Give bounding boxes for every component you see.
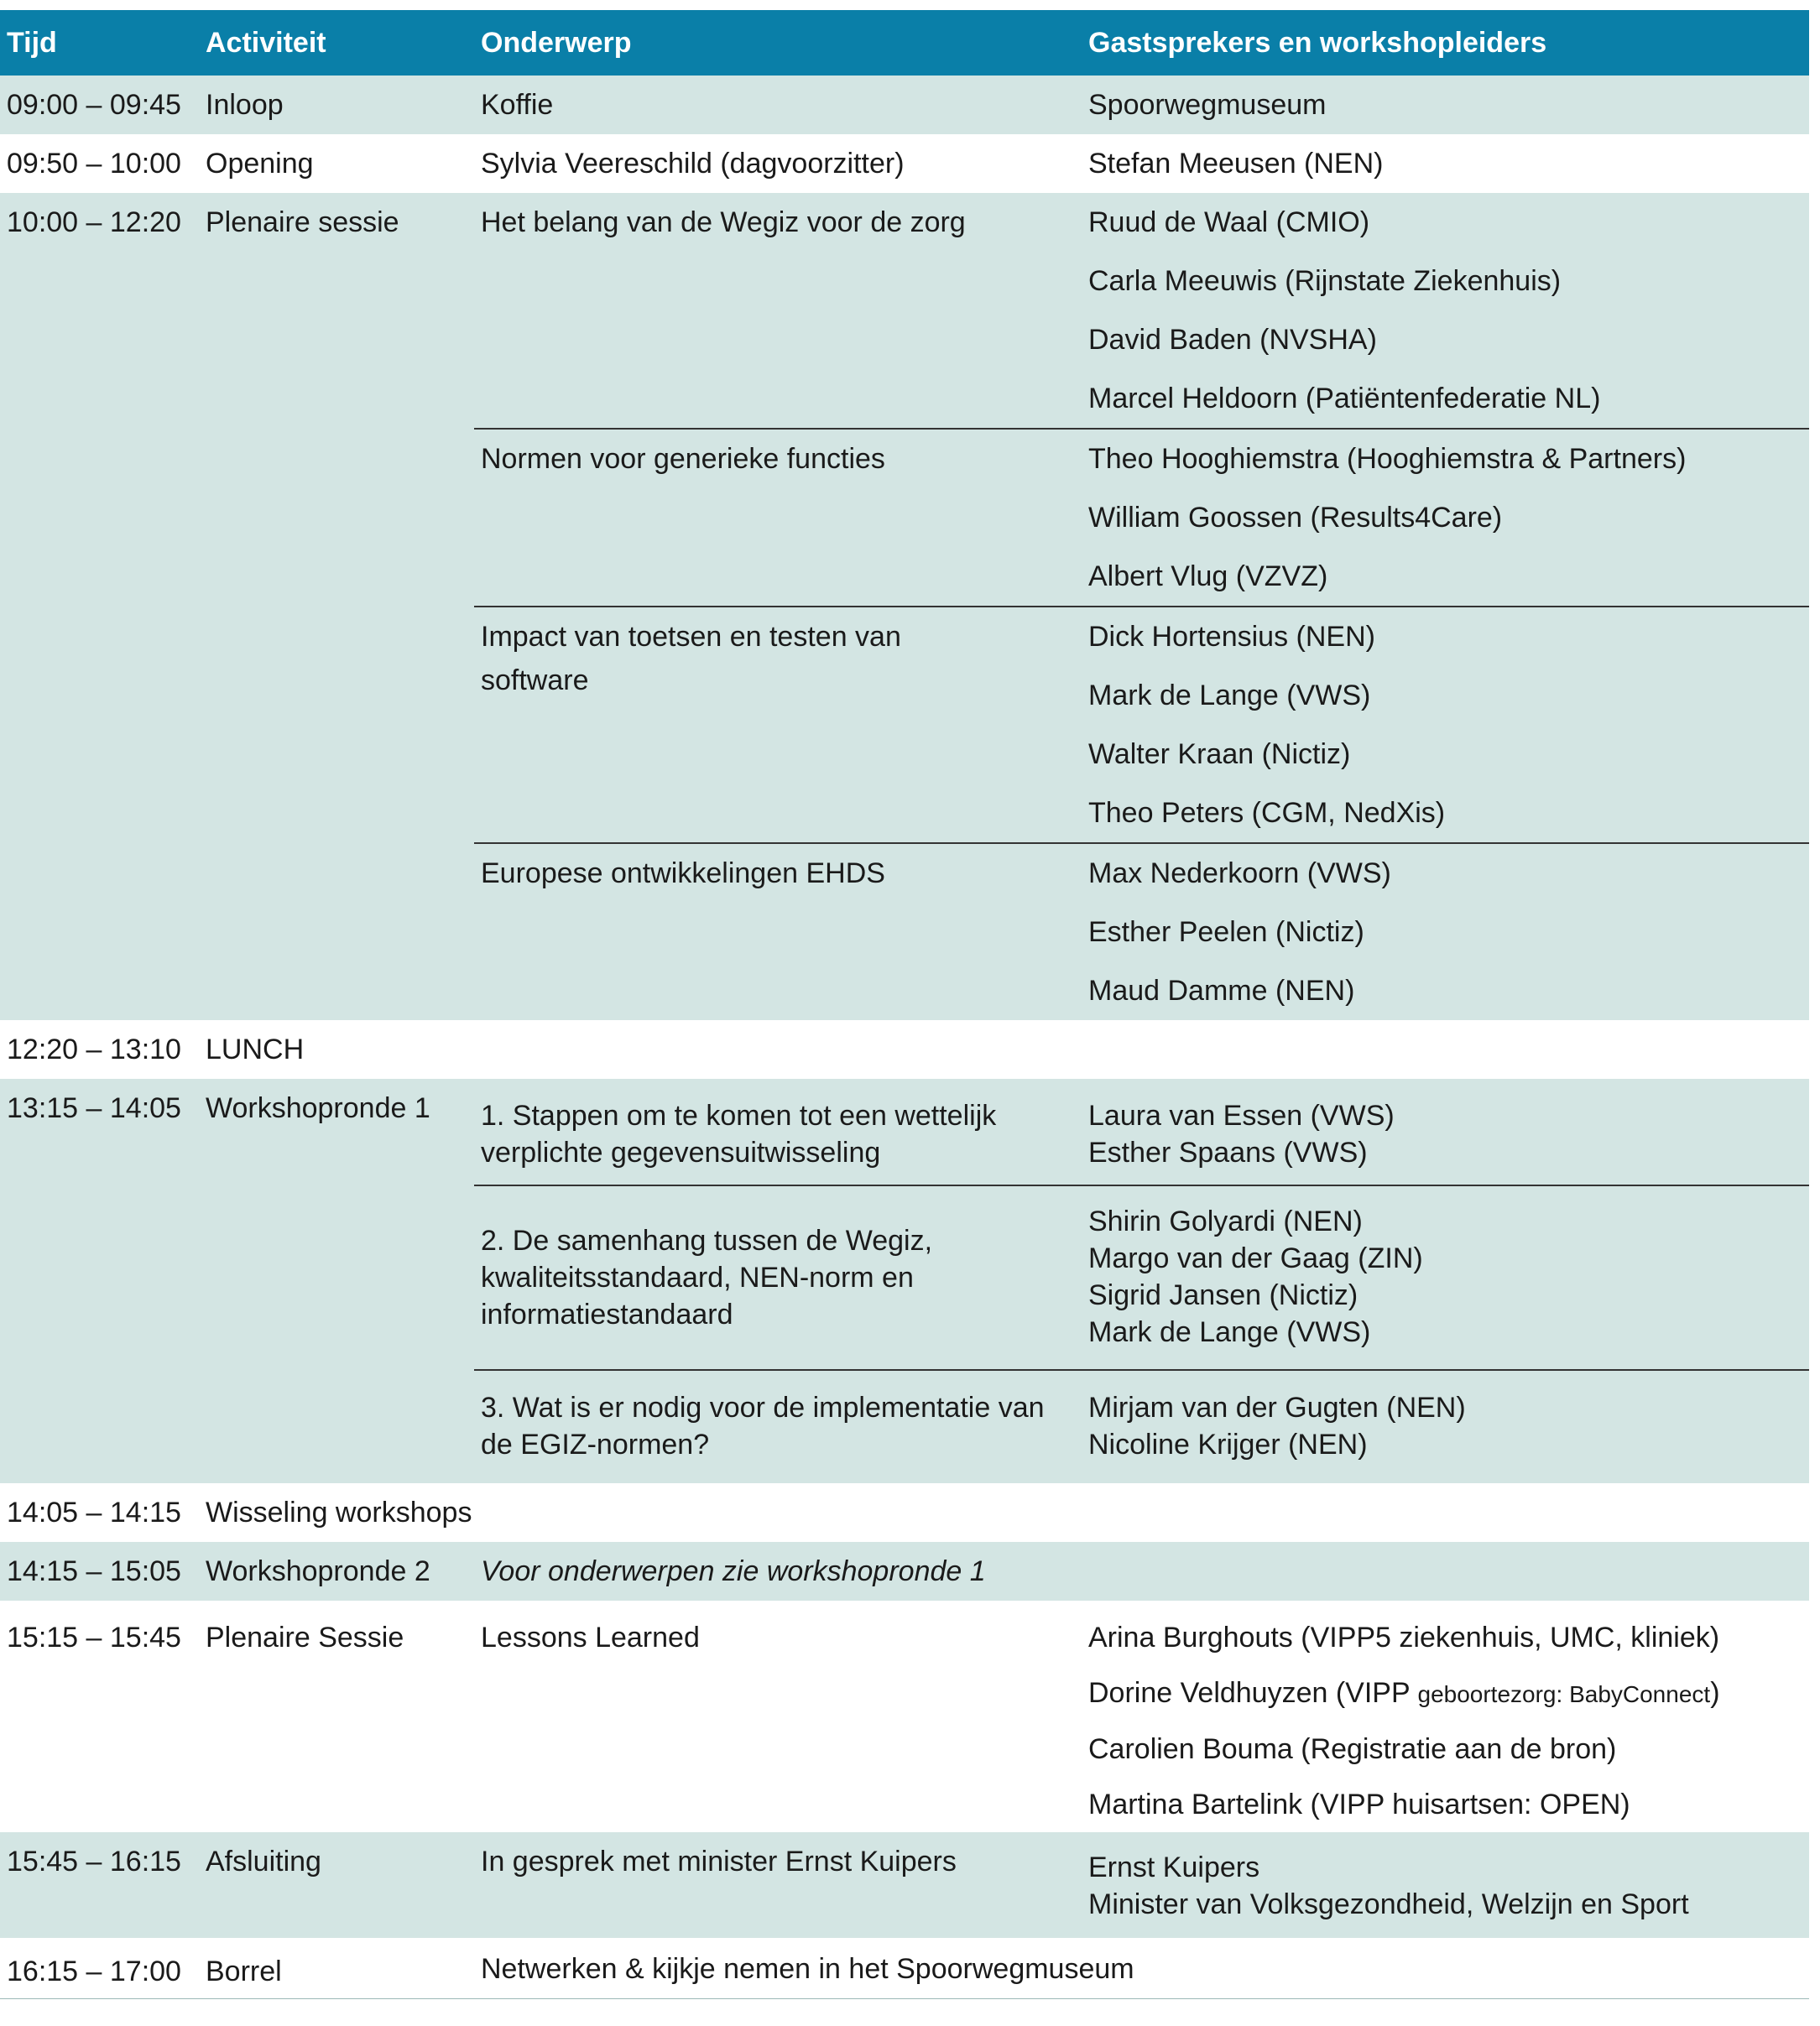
speaker-text: Mark de Lange (VWS) (1088, 1316, 1371, 1348)
row-subject (474, 1185, 1082, 1370)
row-speakers (1082, 1079, 1809, 1185)
activity-text: Borrel (206, 1956, 282, 1987)
row-activity (199, 1079, 474, 1483)
speaker-text: Dick Hortensius (NEN) (1088, 621, 1375, 653)
header-onderwerp: Onderwerp (474, 10, 1082, 76)
row-activity (199, 76, 474, 134)
speaker-text: Walter Kraan (Nictiz) (1088, 738, 1351, 770)
activity-text: Workshopronde 2 (206, 1555, 430, 1587)
speaker-text: Theo Peters (CGM, NedXis) (1088, 797, 1446, 829)
activity-text: Inloop (206, 89, 284, 121)
speaker-text: William Goossen (Results4Care) (1088, 502, 1503, 534)
subject-text: kwaliteitsstandaard, NEN-norm en (481, 1262, 914, 1294)
program-table (0, 10, 1809, 1999)
time-text: 15:15 – 15:45 (7, 1622, 181, 1654)
row-time (0, 76, 199, 134)
table-row (0, 1020, 1809, 1079)
row-time (0, 193, 199, 1020)
subject-text: Europese ontwikkelingen EHDS (481, 857, 885, 889)
row-subject (474, 1370, 1082, 1483)
row-activity (199, 193, 474, 1020)
speaker-text: Laura van Essen (VWS) (1088, 1100, 1395, 1132)
speaker-text: Mark de Lange (VWS) (1088, 680, 1371, 711)
row-time (0, 1542, 199, 1601)
row-time (0, 1079, 199, 1483)
table-row (0, 1483, 1809, 1542)
speaker-text: Esther Spaans (VWS) (1088, 1137, 1368, 1169)
subject-text: de EGIZ-normen? (481, 1429, 710, 1461)
subject-text: 1. Stappen om te komen tot een wettelijk (481, 1100, 997, 1132)
subject-text: 2. De samenhang tussen de Wegiz, (481, 1225, 933, 1257)
activity-text: Plenaire Sessie (206, 1622, 404, 1654)
row-activity (199, 1483, 1809, 1542)
row-activity (199, 1938, 474, 1999)
row-time (0, 1020, 199, 1079)
row-activity (199, 134, 474, 193)
subject-text: In gesprek met minister Ernst Kuipers (481, 1846, 957, 1878)
activity-text: Wisseling workshops (206, 1497, 472, 1529)
row-activity (199, 1832, 474, 1938)
row-subject (474, 1079, 1082, 1185)
speaker-text: Carla Meeuwis (Rijnstate Ziekenhuis) (1088, 265, 1562, 297)
row-activity (199, 1542, 474, 1601)
table-row (0, 1938, 1809, 1999)
subject-text: Lessons Learned (481, 1622, 700, 1654)
row-subject (474, 1832, 1082, 1938)
time-text: 16:15 – 17:00 (7, 1956, 181, 1987)
subject-text: Sylvia Veereschild (dagvoorzitter) (481, 148, 905, 180)
speaker-text-part: ) (1710, 1677, 1720, 1709)
time-text: 10:00 – 12:20 (7, 206, 181, 238)
table-row (0, 76, 1809, 134)
row-speakers (1082, 1601, 1809, 1832)
row-activity (199, 1020, 1809, 1079)
row-speakers (1082, 76, 1809, 134)
header-activiteit: Activiteit (199, 10, 474, 76)
row-speakers (1082, 843, 1809, 1020)
activity-text: Afsluiting (206, 1846, 321, 1878)
activity-text: LUNCH (206, 1034, 305, 1065)
time-text: 09:00 – 09:45 (7, 89, 181, 121)
program-table-container (0, 10, 1809, 1999)
speaker-text: Esther Peelen (Nictiz) (1088, 916, 1364, 948)
speaker-text: Maud Damme (NEN) (1088, 975, 1355, 1007)
time-text: 13:15 – 14:05 (7, 1092, 181, 1124)
row-subject (474, 193, 1082, 429)
speaker-text: Spoorwegmuseum (1088, 89, 1327, 121)
speaker-text: Margo van der Gaag (ZIN) (1088, 1242, 1423, 1274)
activity-text: Opening (206, 148, 314, 180)
activity-text: Plenaire sessie (206, 206, 399, 238)
subject-text: Impact van toetsen en testen van (481, 621, 901, 653)
speaker-text: Stefan Meeusen (NEN) (1088, 148, 1384, 180)
row-speakers (1082, 193, 1809, 429)
row-time (0, 1832, 199, 1938)
speaker-text: Nicoline Krijger (NEN) (1088, 1429, 1368, 1461)
subject-text: Voor onderwerpen zie workshopronde 1 (481, 1555, 986, 1587)
speaker-text (1088, 1674, 1809, 1721)
subject-text: informatiestandaard (481, 1299, 733, 1331)
table-row (0, 1601, 1809, 1832)
speaker-text: Shirin Golyardi (NEN) (1088, 1206, 1363, 1237)
row-subject (474, 607, 1082, 843)
subject-text: Normen voor generieke functies (481, 443, 885, 475)
time-text: 12:20 – 13:10 (7, 1034, 181, 1065)
speaker-text: Albert Vlug (VZVZ) (1088, 560, 1328, 592)
row-speakers (1082, 1185, 1809, 1370)
subject-text: Netwerken & kijkje nemen in het Spoorwegmuseum (481, 1953, 1134, 1985)
speaker-text: Max Nederkoorn (VWS) (1088, 857, 1391, 889)
subject-text: Koffie (481, 89, 554, 121)
speaker-text: Ernst Kuipers (1088, 1852, 1260, 1883)
speaker-text: Carolien Bouma (Registratie aan de bron) (1088, 1733, 1617, 1765)
speaker-text: Sigrid Jansen (Nictiz) (1088, 1279, 1358, 1311)
table-row (0, 1079, 1809, 1185)
speaker-text: Mirjam van der Gugten (NEN) (1088, 1392, 1466, 1424)
row-speakers (1082, 607, 1809, 843)
subject-text: software (481, 664, 589, 696)
speaker-text: Marcel Heldoorn (Patiëntenfederatie NL) (1088, 383, 1601, 414)
row-subject (474, 134, 1082, 193)
row-time (0, 1601, 199, 1832)
table-row (0, 134, 1809, 193)
row-speakers (1082, 1370, 1809, 1483)
row-speakers (1082, 1832, 1809, 1938)
speaker-text: Theo Hooghiemstra (Hooghiemstra & Partners) (1088, 443, 1687, 475)
speaker-text: Martina Bartelink (VIPP huisartsen: OPEN) (1088, 1789, 1630, 1820)
table-row (0, 1832, 1809, 1938)
row-subject (474, 429, 1082, 607)
speaker-text: Ruud de Waal (CMIO) (1088, 206, 1370, 238)
subject-text: 3. Wat is er nodig voor de implementatie van (481, 1392, 1045, 1424)
subject-text: verplichte gegevensuitwisseling (481, 1137, 881, 1169)
speaker-text: Minister van Volksgezondheid, Welzijn en Sport (1088, 1888, 1689, 1920)
header-sprekers: Gastsprekers en workshopleiders (1082, 10, 1809, 76)
table-row (0, 193, 1809, 429)
table-row (0, 1542, 1809, 1601)
row-activity (199, 1601, 474, 1832)
time-text: 09:50 – 10:00 (7, 148, 181, 180)
time-text: 14:05 – 14:15 (7, 1497, 181, 1529)
speaker-text: Arina Burghouts (VIPP5 ziekenhuis, UMC, kliniek) (1088, 1622, 1720, 1654)
row-subject (474, 1938, 1809, 1999)
subject-text: Het belang van de Wegiz voor de zorg (481, 206, 966, 238)
row-subject (474, 843, 1082, 1020)
row-speakers (1082, 134, 1809, 193)
activity-text: Workshopronde 1 (206, 1092, 430, 1124)
time-text: 14:15 – 15:05 (7, 1555, 181, 1587)
speaker-text-part: geboortezorg: BabyConnect (1417, 1681, 1711, 1707)
row-subject (474, 1601, 1082, 1832)
row-subject (474, 76, 1082, 134)
header-row (0, 10, 1809, 76)
row-speakers (1082, 429, 1809, 607)
time-text: 15:45 – 16:15 (7, 1846, 181, 1878)
row-time (0, 1483, 199, 1542)
speaker-text: David Baden (NVSHA) (1088, 324, 1377, 356)
row-time (0, 1938, 199, 1999)
row-time (0, 134, 199, 193)
row-subject (474, 1542, 1809, 1601)
speaker-text-part: Dorine Veldhuyzen (VIPP (1088, 1677, 1418, 1709)
header-tijd: Tijd (0, 10, 199, 76)
